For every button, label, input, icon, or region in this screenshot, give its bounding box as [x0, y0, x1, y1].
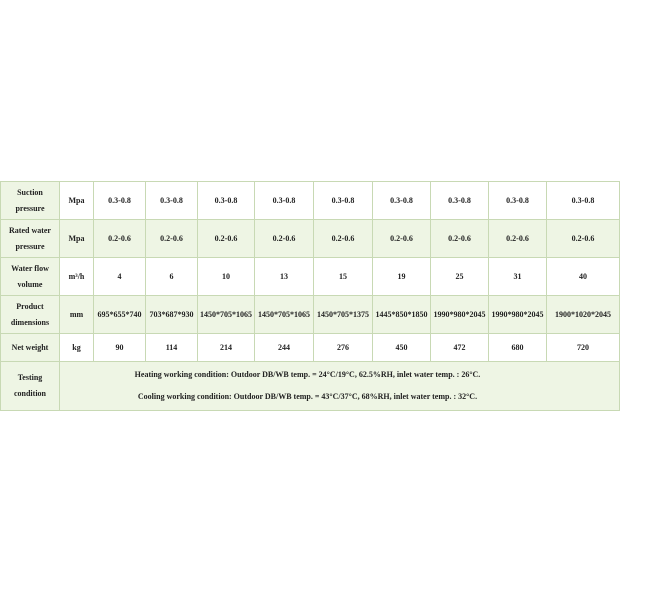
row-unit: mm: [60, 296, 94, 334]
cell-value: 0.2-0.6: [373, 220, 431, 258]
cell-value: 0.2-0.6: [489, 220, 547, 258]
row-label: Water flow volume: [1, 258, 60, 296]
cell-value: 1990*980*2045: [489, 296, 547, 334]
row-label: Product dimensions: [1, 296, 60, 334]
cell-value: 13: [255, 258, 314, 296]
row-suction-pressure: [1, 182, 620, 220]
row-water-flow-volume: [1, 258, 620, 296]
cell-value: 720: [547, 334, 620, 362]
row-net-weight: [1, 334, 620, 362]
cell-value: 6: [146, 258, 198, 296]
cell-value: 1990*980*2045: [431, 296, 489, 334]
spec-table: [0, 181, 620, 411]
cell-value: 472: [431, 334, 489, 362]
cell-value: 0.2-0.6: [146, 220, 198, 258]
cell-value: 450: [373, 334, 431, 362]
cell-value: 0.2-0.6: [198, 220, 255, 258]
row-unit: Mpa: [60, 182, 94, 220]
cell-value: 40: [547, 258, 620, 296]
cell-value: 15: [314, 258, 373, 296]
cell-value: 31: [489, 258, 547, 296]
row-product-dimensions: [1, 296, 620, 334]
cell-value: 1450*705*1065: [255, 296, 314, 334]
cell-value: 703*687*930: [146, 296, 198, 334]
row-label: Suction pressure: [1, 182, 60, 220]
cell-value: 695*655*740: [94, 296, 146, 334]
cell-value: 0.3-0.8: [314, 182, 373, 220]
cell-value: 1450*705*1065: [198, 296, 255, 334]
cell-value: 244: [255, 334, 314, 362]
cell-value: 0.2-0.6: [431, 220, 489, 258]
cell-value: 0.3-0.8: [373, 182, 431, 220]
spec-table-container: [0, 181, 611, 411]
cell-value: 0.3-0.8: [255, 182, 314, 220]
heating-condition-text: Heating working condition: Outdoor DB/WB temp. = 24°C/19°C, 62.5%RH, inlet water temp. : 26°C.: [134, 370, 481, 379]
cell-value: 1450*705*1375: [314, 296, 373, 334]
cell-value: 0.2-0.6: [94, 220, 146, 258]
cell-value: 0.2-0.6: [314, 220, 373, 258]
cell-value: 214: [198, 334, 255, 362]
row-rated-water-pressure: [1, 220, 620, 258]
cell-value: 4: [94, 258, 146, 296]
cooling-condition-text: Cooling working condition: Outdoor DB/WB temp. = 43°C/37°C, 68%RH, inlet water temp. : 32°C.: [137, 392, 478, 401]
cell-value: 0.3-0.8: [198, 182, 255, 220]
cell-value: 0.3-0.8: [146, 182, 198, 220]
row-unit: m³/h: [60, 258, 94, 296]
testing-condition-cell: [60, 362, 620, 411]
cell-value: 19: [373, 258, 431, 296]
cell-value: 90: [94, 334, 146, 362]
cell-value: 114: [146, 334, 198, 362]
row-unit: Mpa: [60, 220, 94, 258]
row-label: Net weight: [1, 334, 60, 362]
row-unit: kg: [60, 334, 94, 362]
cell-value: 0.2-0.6: [547, 220, 620, 258]
cell-value: 0.3-0.8: [489, 182, 547, 220]
cell-value: 1445*850*1850: [373, 296, 431, 334]
cell-value: 10: [198, 258, 255, 296]
cell-value: 0.3-0.8: [547, 182, 620, 220]
cell-value: 1900*1020*2045: [547, 296, 620, 334]
cell-value: 0.3-0.8: [94, 182, 146, 220]
row-testing-condition: [1, 362, 620, 411]
cell-value: 25: [431, 258, 489, 296]
cell-value: 680: [489, 334, 547, 362]
cell-value: 0.3-0.8: [431, 182, 489, 220]
row-label: Testing condition: [1, 362, 60, 411]
row-label: Rated water pressure: [1, 220, 60, 258]
cell-value: 276: [314, 334, 373, 362]
cell-value: 0.2-0.6: [255, 220, 314, 258]
